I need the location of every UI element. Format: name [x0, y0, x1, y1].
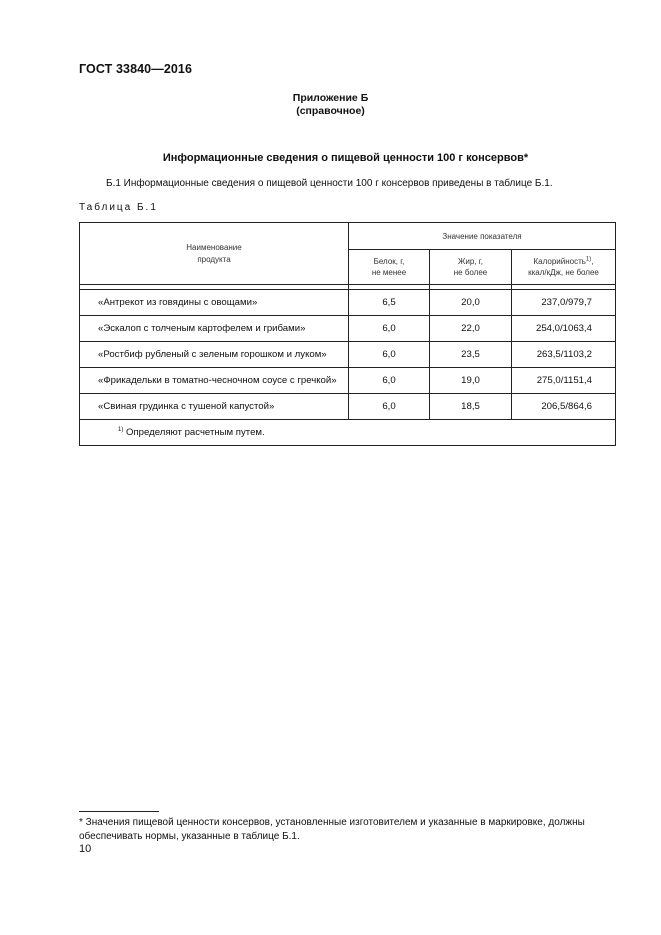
table-note-sup: 1) [118, 426, 124, 433]
cell-protein: 6,0 [349, 394, 430, 420]
cell-product: «Эскалоп с толченым картофелем и грибами» [80, 316, 349, 342]
appendix-title: Приложение Б [292, 92, 369, 104]
cell-protein: 6,0 [349, 368, 430, 394]
footnote: * Значения пищевой ценности консервов, установленные изготовителем и указанные в маркировке, должны обеспечивать нормы, указанные в таблице Б.1. [79, 817, 585, 842]
header-calories-sup: 1) [585, 256, 592, 263]
header-name-line2: продукта [197, 254, 231, 264]
header-calories-text: Калорийность [533, 257, 586, 266]
appendix-subtitle: (справочное) [296, 105, 365, 117]
cell-calories: 263,5/1103,2 [512, 342, 616, 368]
section-title: Информационные сведения о пищевой ценности 100 г консервов* [162, 152, 529, 164]
cell-product: «Фрикадельки в томатно-чесночном соусе с гречкой» [80, 368, 349, 394]
header-calories [512, 250, 616, 285]
cell-protein: 6,0 [349, 342, 430, 368]
header-calories-line1 [512, 256, 615, 267]
cell-calories: 237,0/979,7 [512, 290, 616, 316]
cell-calories: 275,0/1151,4 [512, 368, 616, 394]
header-fat-line2: не более [453, 268, 488, 277]
header-protein [349, 250, 430, 285]
cell-protein: 6,0 [349, 316, 430, 342]
cell-fat: 19,0 [430, 368, 512, 394]
table-row [80, 342, 616, 368]
header-value-group: Значение показателя [349, 223, 616, 250]
footnote-divider [79, 811, 159, 812]
cell-fat: 23,5 [430, 342, 512, 368]
standard-number: ГОСТ 33840—2016 [79, 62, 193, 76]
header-calories-line2: ккал/кДж, не более [528, 268, 599, 277]
header-product-name [80, 223, 349, 285]
cell-calories: 254,0/1063,4 [512, 316, 616, 342]
header-protein-line1: Белок, г, [373, 257, 405, 266]
nutrition-table [79, 222, 616, 446]
table-row [80, 290, 616, 316]
page-number: 10 [79, 843, 92, 855]
cell-product: «Свиная грудинка с тушеной капустой» [80, 394, 349, 420]
cell-fat: 18,5 [430, 394, 512, 420]
table-note-text: Определяют расчетным путем. [123, 427, 265, 438]
cell-protein: 6,5 [349, 290, 430, 316]
table-row [80, 394, 616, 420]
cell-product: «Ростбиф рубленый с зеленым горошком и луком» [80, 342, 349, 368]
appendix-heading [0, 92, 661, 118]
table-row [80, 368, 616, 394]
cell-fat: 22,0 [430, 316, 512, 342]
cell-fat: 20,0 [430, 290, 512, 316]
table-row [80, 316, 616, 342]
header-name-line1: Наименование [186, 242, 242, 252]
header-fat-line1: Жир, г, [458, 257, 483, 266]
cell-calories: 206,5/864,6 [512, 394, 616, 420]
cell-product: «Антрекот из говядины с овощами» [80, 290, 349, 316]
table-note-row [80, 420, 616, 446]
header-protein-line2: не менее [371, 268, 407, 277]
header-calories-comma: , [591, 257, 594, 266]
table-caption: Таблица Б.1 [79, 202, 158, 213]
header-fat [430, 250, 512, 285]
table-note [80, 420, 616, 446]
intro-paragraph: Б.1 Информационные сведения о пищевой ценности 100 г консервов приведены в таблице Б.1. [106, 178, 553, 189]
